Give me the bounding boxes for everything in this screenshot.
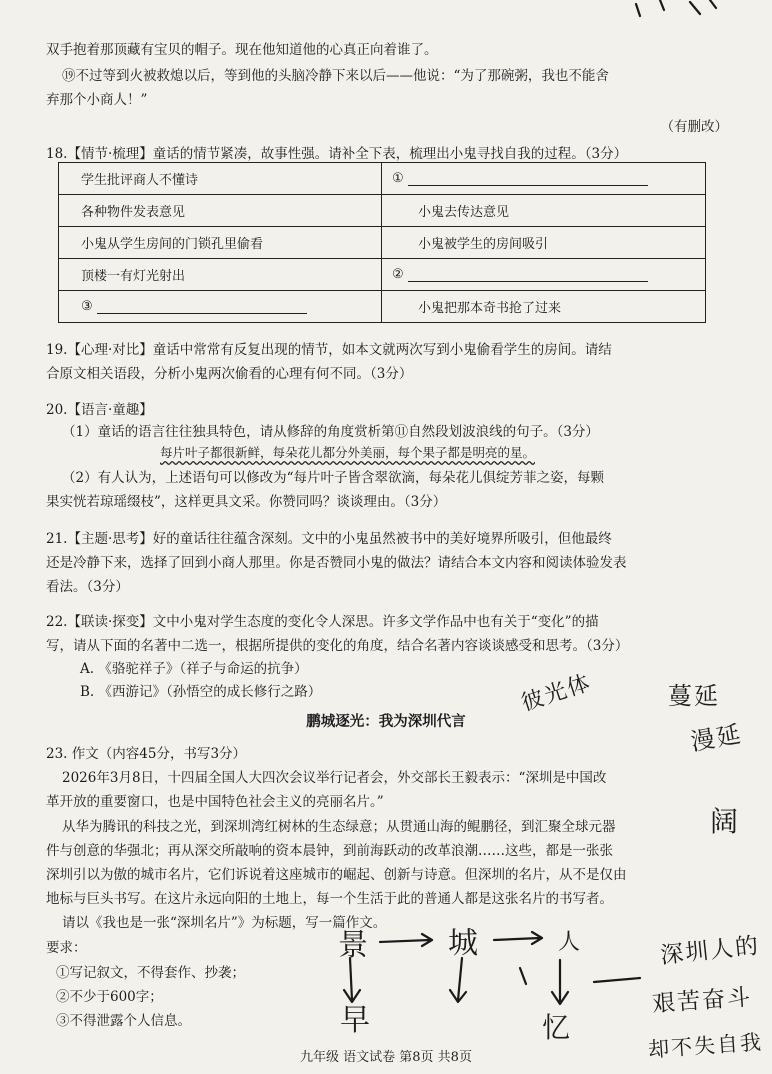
handwritten-flow-word: 却不失自我 xyxy=(647,1030,764,1062)
question-19-line: 合原文相关语段，分析小鬼两次偷看的心理有何不同。（3分） xyxy=(46,366,413,382)
handwritten-note: 漫延 xyxy=(688,719,745,757)
handwritten-note: 阔 xyxy=(710,805,741,838)
essay-prompt-line: 地标与巨头书写。在这片永远向阳的土地上，每一个生活于此的普通人都是这张名片的书写者。 xyxy=(46,891,613,907)
essay-prompt-line: 深圳引以为傲的城市名片，它们诉说着这座城市的崛起、创新与诗意。但深圳的名片，从不是仅由 xyxy=(46,867,627,883)
passage-line: ⑲不过等到火被救熄以后，等到他的头脑冷静下来以后——他说：“为了那碗粥，我也不能舍 xyxy=(62,68,609,84)
arrow-down-icon xyxy=(450,958,466,1002)
question-20-sub1: （1）童话的语言往往独具特色，请从修辞的角度赏析第⑪自然段划波浪线的句子。（3分） xyxy=(62,424,599,440)
table-cell: 小鬼被学生的房间吸引 xyxy=(382,227,706,259)
arrow-down-icon xyxy=(552,960,568,1004)
table-cell: 顶楼一有灯光射出 xyxy=(59,259,382,291)
handwritten-flow-word: 忆 xyxy=(542,1011,573,1044)
handwritten-flow-word: 早 xyxy=(340,1003,372,1038)
essay-prompt-line: 从华为腾讯的科技之光，到深圳湾红树林的生态绿意；从贯通山海的鲲鹏径，到汇聚全球元器 xyxy=(62,819,616,835)
table-cell: 小鬼把那本奇书抢了过来 xyxy=(382,291,706,323)
handwritten-note: 彼光体 xyxy=(518,670,595,717)
arrow-right-icon xyxy=(594,978,640,982)
requirement-item: ①写记叙文，不得套作、抄袭； xyxy=(56,965,245,981)
handwritten-flow-word: 深圳人的 xyxy=(659,932,762,970)
table-cell: 学生批评商人不懂诗 xyxy=(59,163,382,195)
table-cell: 小鬼从学生房间的门锁孔里偷看 xyxy=(59,227,382,259)
passage-line: 双手抱着那顶藏有宝贝的帽子。现在他知道他的心真正向着谁了。 xyxy=(46,42,438,58)
option-a: A. 《骆驼祥子》（祥子与命运的抗争） xyxy=(80,661,308,677)
blank-mark: ② xyxy=(392,267,404,282)
handwritten-flow-word: 城 xyxy=(448,926,480,961)
option-b: B. 《西游记》（孙悟空的成长修行之路） xyxy=(80,684,322,700)
question-18-prompt: 18.【情节·梳理】童话的情节紧凑，故事性强。请补全下表，梳理出小鬼寻找自我的过程。（3分） xyxy=(46,146,628,162)
table-cell: 小鬼去传达意见 xyxy=(382,195,706,227)
arrow-down-icon xyxy=(344,958,360,1002)
handwritten-note: 蔓延 xyxy=(668,682,720,710)
question-20-sub2: （2）有人认为，上述语句可以修改为“每片叶子皆含翠欲滴，每朵花儿俱绽芳菲之姿，每颗 xyxy=(62,470,604,486)
handwritten-flow-word: 景 xyxy=(338,928,370,963)
essay-title-instruction: 请以《我也是一张“深圳名片”》为标题，写一篇作文。 xyxy=(62,915,387,931)
section-title: 鹏城逐光：我为深圳代言 xyxy=(306,713,466,730)
question-22-line: 22.【联读·探变】文中小鬼对学生态度的变化令人深思。许多文学作品中也有关于“变化”的描 xyxy=(46,614,599,630)
question-20-sub2: 果实恍若琼瑶缀枝”，这样更具文采。你赞同吗？谈谈理由。（3分） xyxy=(46,494,447,510)
handwritten-flow-word: 艰苦奋斗 xyxy=(651,984,753,1018)
source-note: （有删改） xyxy=(660,119,728,135)
essay-prompt-line: 2026年3月8日，十四届全国人大四次会议举行记者会，外交部长王毅表示：“深圳是中国改 xyxy=(62,770,607,786)
table-cell: 各种物件发表意见 xyxy=(59,195,382,227)
arrow-right-icon xyxy=(380,934,432,946)
handwritten-flow-word: 人 xyxy=(558,930,583,955)
question-21-line: 看法。（3分） xyxy=(46,579,129,595)
question-20-prompt: 20.【语言·童趣】 xyxy=(46,402,153,418)
wavy-quote: 每片叶子都很新鲜，每朵花儿都分外美丽，每个果子都是明亮的星。 xyxy=(160,445,536,460)
essay-prompt-line: 件与创意的华强北；再从深交所敲响的资本晨钟，到前海跃动的改革浪潮……这些，都是一张张 xyxy=(46,843,613,859)
blank-mark: ③ xyxy=(81,299,93,314)
arrow-right-icon xyxy=(494,932,542,944)
question-21-line: 还是冷静下来，选择了回到小商人那里。你是否赞同小鬼的做法？请结合本文内容和阅读体验发表 xyxy=(46,555,627,571)
requirement-item: ②不少于600字； xyxy=(56,989,163,1005)
page-footer: 九年级 语文试卷 第8页 共8页 xyxy=(300,1050,472,1065)
passage-line: 弃那个小商人！” xyxy=(46,92,148,108)
dash-mark-icon xyxy=(520,968,526,984)
requirements-label: 要求： xyxy=(46,940,87,956)
question-22-line: 写，请从下面的名著中二选一，根据所提供的变化的角度，结合名著内容谈谈感受和思考。（3分） xyxy=(46,638,629,654)
requirement-item: ③不得泄露个人信息。 xyxy=(56,1013,191,1029)
question-23-heading: 23. 作文（内容45分，书写3分） xyxy=(46,746,247,762)
question-19-line: 19.【心理·对比】童话中常常有反复出现的情节，如本文就两次写到小鬼偷看学生的房间。请结 xyxy=(46,342,612,358)
scribble-mark-icon xyxy=(636,0,716,16)
essay-prompt-line: 革开放的重要窗口，也是中国特色社会主义的亮丽名片。” xyxy=(46,794,384,810)
question-21-line: 21.【主题·思考】好的童话往往蕴含深刻。文中的小鬼虽然被书中的美好境界所吸引，但他最终 xyxy=(46,531,612,547)
blank-mark: ① xyxy=(392,171,404,186)
